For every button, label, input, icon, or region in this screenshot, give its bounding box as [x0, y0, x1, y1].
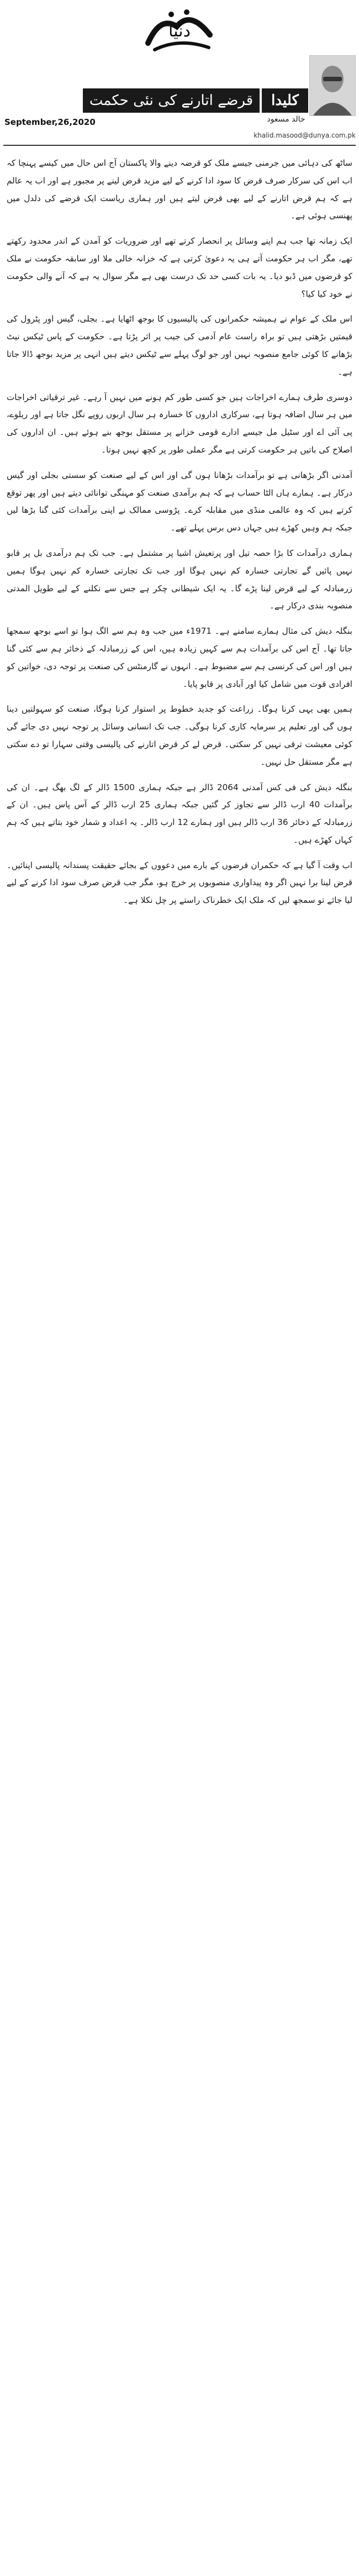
article-paragraph: بنگلہ دیش کی فی کس آمدنی 2064 ڈالر ہے جبکہ ہماری 1500 ڈالر کے لگ بھگ ہے۔ ان کی برآمدات 40 ارب ڈالر سے تجاوز کر گئیں جبکہ ہماری 25 ارب ڈالر کے آس پاس ہیں۔ ان کے زرمبادلہ کے ذخائر 36 ارب ڈالر ہیں اور ہمارے 12 ارب ڈالر۔ یہ اعداد و شمار خود بتاتے ہیں کہ ہم کہاں کھڑے ہیں۔: [7, 782, 352, 845]
article-paragraph: دوسری طرف ہمارے اخراجات ہیں جو کسی طور کم ہونے میں نہیں آ رہے۔ غیر ترقیاتی اخراجات میں ہر سال اضافہ ہوتا ہے، سرکاری اداروں کا خسارہ ہر سال اربوں روپے نگل جاتا ہے اور ریلوے، پی آئی اے اور سٹیل مل جیسے ادارے قومی خزانے پر مستقل بوجھ بنے ہوئے ہیں۔ ان اداروں کی اصلاح کی باتیں ہر حکومت کرتی ہے مگر عملی طور پر کچھ نہیں ہوتا۔: [7, 392, 352, 455]
article-paragraph: اب وقت آ گیا ہے کہ حکمران قرضوں کے بارے میں دعووں کے بجائے حقیقت پسندانہ پالیسی اپنائیں۔ قرض لینا برا نہیں اگر وہ پیداواری منصوبوں پر خرچ ہو، مگر جب قرض صرف سود ادا کرنے کے لیے لیا جائے تو سمجھ لیں کہ ملک ایک خطرناک راستے پر چل نکلا ہے۔: [7, 860, 352, 906]
author-name: خالد مسعود: [267, 115, 305, 124]
article-paragraph: ہمیں بھی یہی کرنا ہوگا۔ زراعت کو جدید خطوط پر استوار کرنا ہوگا، صنعت کو سہولتیں دینا ہوں گی اور تعلیم پر سرمایہ کاری کرنا ہوگی۔ جب تک انسانی وسائل پر توجہ نہیں دی جائے گی کوئی معیشت ترقی نہیں کر سکتی۔ قرض لے کر قرض اتارنے کی پالیسی وقتی سہارا تو دے سکتی ہے مگر مستقل حل نہیں۔: [7, 704, 352, 767]
article-paragraph: ہماری درآمدات کا بڑا حصہ تیل اور پرتعیش اشیا پر مشتمل ہے۔ جب تک ہم درآمدی بل پر قابو نہیں پائیں گے تجارتی خسارہ کم نہیں ہوگا اور جب تک تجارتی خسارہ کم نہیں ہوگا ہمیں زرمبادلہ کے لیے قرض لینا پڑے گا۔ یہ ایک شیطانی چکر ہے جس سے نکلنے کے لیے طویل المدتی منصوبہ بندی درکار ہے۔: [7, 548, 352, 611]
newspaper-logo: [138, 4, 221, 54]
article-paragraph: بنگلہ دیش کی مثال ہمارے سامنے ہے۔ 1971ء میں جب وہ ہم سے الگ ہوا تو اسے بوجھ سمجھا جاتا تھا۔ آج اس کی برآمدات ہم سے کہیں زیادہ ہیں، اس کے زرمبادلہ کے ذخائر ہم سے کئی گنا ہیں اور اس کی کرنسی ہم سے مضبوط ہے۔ انہوں نے گارمنٹس کی صنعت پر توجہ دی، خواتین کو افرادی قوت میں شامل کیا اور آبادی پر قابو پایا۔: [7, 626, 352, 689]
author-email: khalid.masood@dunya.com.pk: [254, 132, 356, 139]
author-photo: [309, 55, 356, 116]
column-title: قرضے اتارنے کی نئی حکمت عملی: [83, 88, 260, 113]
article-paragraph: آمدنی اگر بڑھانی ہے تو برآمدات بڑھانا ہوں گی اور اس کے لیے صنعت کو سستی بجلی اور گیس درکار ہے۔ ہمارے ہاں الٹا حساب ہے کہ ہم برآمدی صنعت کو مہنگی توانائی دیتے ہیں اور پھر توقع کرتے ہیں کہ وہ عالمی منڈی میں مقابلہ کرے۔ پڑوسی ممالک نے اپنی برآمدات کئی گنا بڑھا لیں جبکہ ہم وہیں کھڑے ہیں جہاں دس برس پہلے تھے۔: [7, 470, 352, 533]
article-paragraph: ایک زمانہ تھا جب ہم اپنے وسائل پر انحصار کرتے تھے اور ضروریات کو آمدن کے اندر محدود رکھتے تھے، مگر اب ہر حکومت آتے ہی یہ دعویٰ کرتی ہے کہ خزانہ خالی ملا اور سابقہ حکومت نے ملک کو قرضوں میں ڈبو دیا۔ یہ بات کسی حد تک درست بھی ہے مگر سوال یہ ہے کہ آنے والی حکومت نے خود کیا کیا؟: [7, 236, 352, 299]
article-paragraph: ساٹھ کی دہائی میں جرمنی جیسے ملک کو قرضہ دینے والا پاکستان آج اس حال میں کیسے پہنچا کہ اب اس کی سرکار صرف قرض کا سود ادا کرنے کے لیے مزید قرض لینے پر مجبور ہے اور اب یہ عالم ہے کہ ہم قرض اتارنے کے لیے بھی قرض لیتے ہیں اور ہماری ریاست ایک قرضے کی دلدل میں پھنسی ہوئی ہے۔: [7, 158, 352, 221]
author-photo-icon: [310, 56, 355, 115]
column-header: [0, 0, 359, 149]
publish-date: September,26,2020: [4, 117, 96, 127]
column-name-badge: کلیدا: [262, 88, 308, 113]
header-divider: [3, 145, 356, 146]
masthead-text: دنیا: [168, 22, 191, 41]
article-body: [7, 155, 352, 2569]
article-paragraph: اس ملک کے عوام نے ہمیشہ حکمرانوں کی پالیسیوں کا بوجھ اٹھایا ہے۔ بجلی، گیس اور پٹرول کی قیمتیں بڑھتی ہیں تو براہ راست عام آدمی کی جیب پر اثر پڑتا ہے۔ حکومت کے پاس ٹیکس نیٹ بڑھانے کا کوئی جامع منصوبہ نہیں اور جو لوگ پہلے سے ٹیکس دیتے ہیں انہی پر مزید بوجھ ڈالا جاتا ہے۔: [7, 314, 352, 377]
